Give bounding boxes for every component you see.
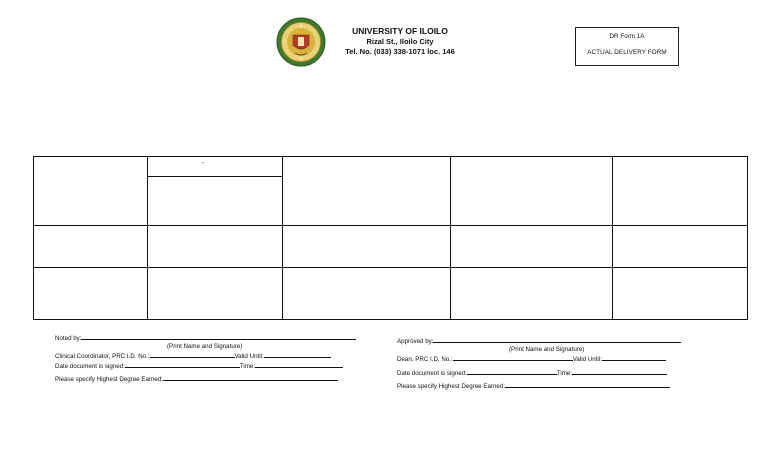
form-title: ACTUAL DELIVERY FORM	[587, 49, 667, 56]
university-seal-logo	[276, 17, 326, 67]
table-cell[interactable]	[147, 176, 282, 225]
approved-date-label: Date document is signed:	[397, 370, 467, 377]
dean-prc-row	[397, 354, 681, 364]
table-row-divider	[34, 225, 747, 226]
noted-degree-label: Please specify Highest Degree Earned:	[55, 376, 163, 383]
approved-time-field[interactable]	[572, 368, 667, 375]
table-cell-mark: -	[202, 160, 205, 167]
noted-time-field[interactable]	[255, 361, 343, 368]
noted-by-block	[55, 333, 356, 384]
dean-prc-field[interactable]	[453, 354, 573, 361]
noted-date-field[interactable]	[125, 361, 240, 368]
form-code: DR Form 1A	[609, 33, 645, 40]
university-telephone: Tel. No. (033) 338-1071 loc. 146	[345, 47, 455, 56]
noted-print-name: (Print Name and Signature)	[167, 343, 243, 350]
noted-date-label: Date document is signed:	[55, 363, 125, 370]
delivery-table	[33, 156, 748, 320]
approved-valid-until-label: Valid Until:	[572, 356, 602, 363]
noted-valid-until-label: Valid Until:	[234, 353, 264, 360]
table-cell[interactable]	[450, 157, 612, 225]
form-id-box	[575, 27, 679, 66]
approved-degree-field[interactable]	[505, 381, 670, 388]
table-cell[interactable]	[34, 157, 147, 225]
noted-by-label: Noted by:	[55, 335, 82, 342]
approved-by-label: Approved by:	[397, 338, 434, 345]
university-header	[330, 26, 470, 58]
table-row-divider	[34, 267, 747, 268]
coordinator-prc-field[interactable]	[150, 351, 235, 358]
approved-degree-label: Please specify Highest Degree Earned:	[397, 383, 505, 390]
university-name: UNIVERSITY OF ILOILO	[352, 26, 448, 36]
dean-prc-label: Dean, PRC I.D. No.:	[397, 356, 453, 363]
table-cell[interactable]	[282, 157, 450, 225]
noted-valid-until-field[interactable]	[264, 351, 331, 358]
noted-time-label: Time:	[239, 363, 256, 370]
approved-degree-row	[397, 381, 681, 391]
university-address: Rizal St., Iloilo City	[366, 36, 434, 46]
noted-degree-row	[55, 374, 356, 384]
approved-by-block	[397, 336, 681, 391]
coordinator-prc-label: Clinical Coordinator, PRC I.D. No.:	[55, 353, 150, 360]
approved-date-row	[397, 368, 681, 378]
approved-valid-until-field[interactable]	[602, 354, 666, 361]
noted-by-signature-line[interactable]	[81, 333, 356, 340]
approved-date-field[interactable]	[467, 368, 557, 375]
coordinator-prc-row	[55, 351, 356, 361]
noted-degree-field[interactable]	[163, 374, 338, 381]
approved-print-name: (Print Name and Signature)	[509, 346, 585, 353]
noted-date-row	[55, 361, 356, 371]
approved-time-label: Time:	[556, 370, 573, 377]
table-cell[interactable]	[612, 157, 747, 225]
approved-by-signature-line[interactable]	[433, 336, 681, 343]
